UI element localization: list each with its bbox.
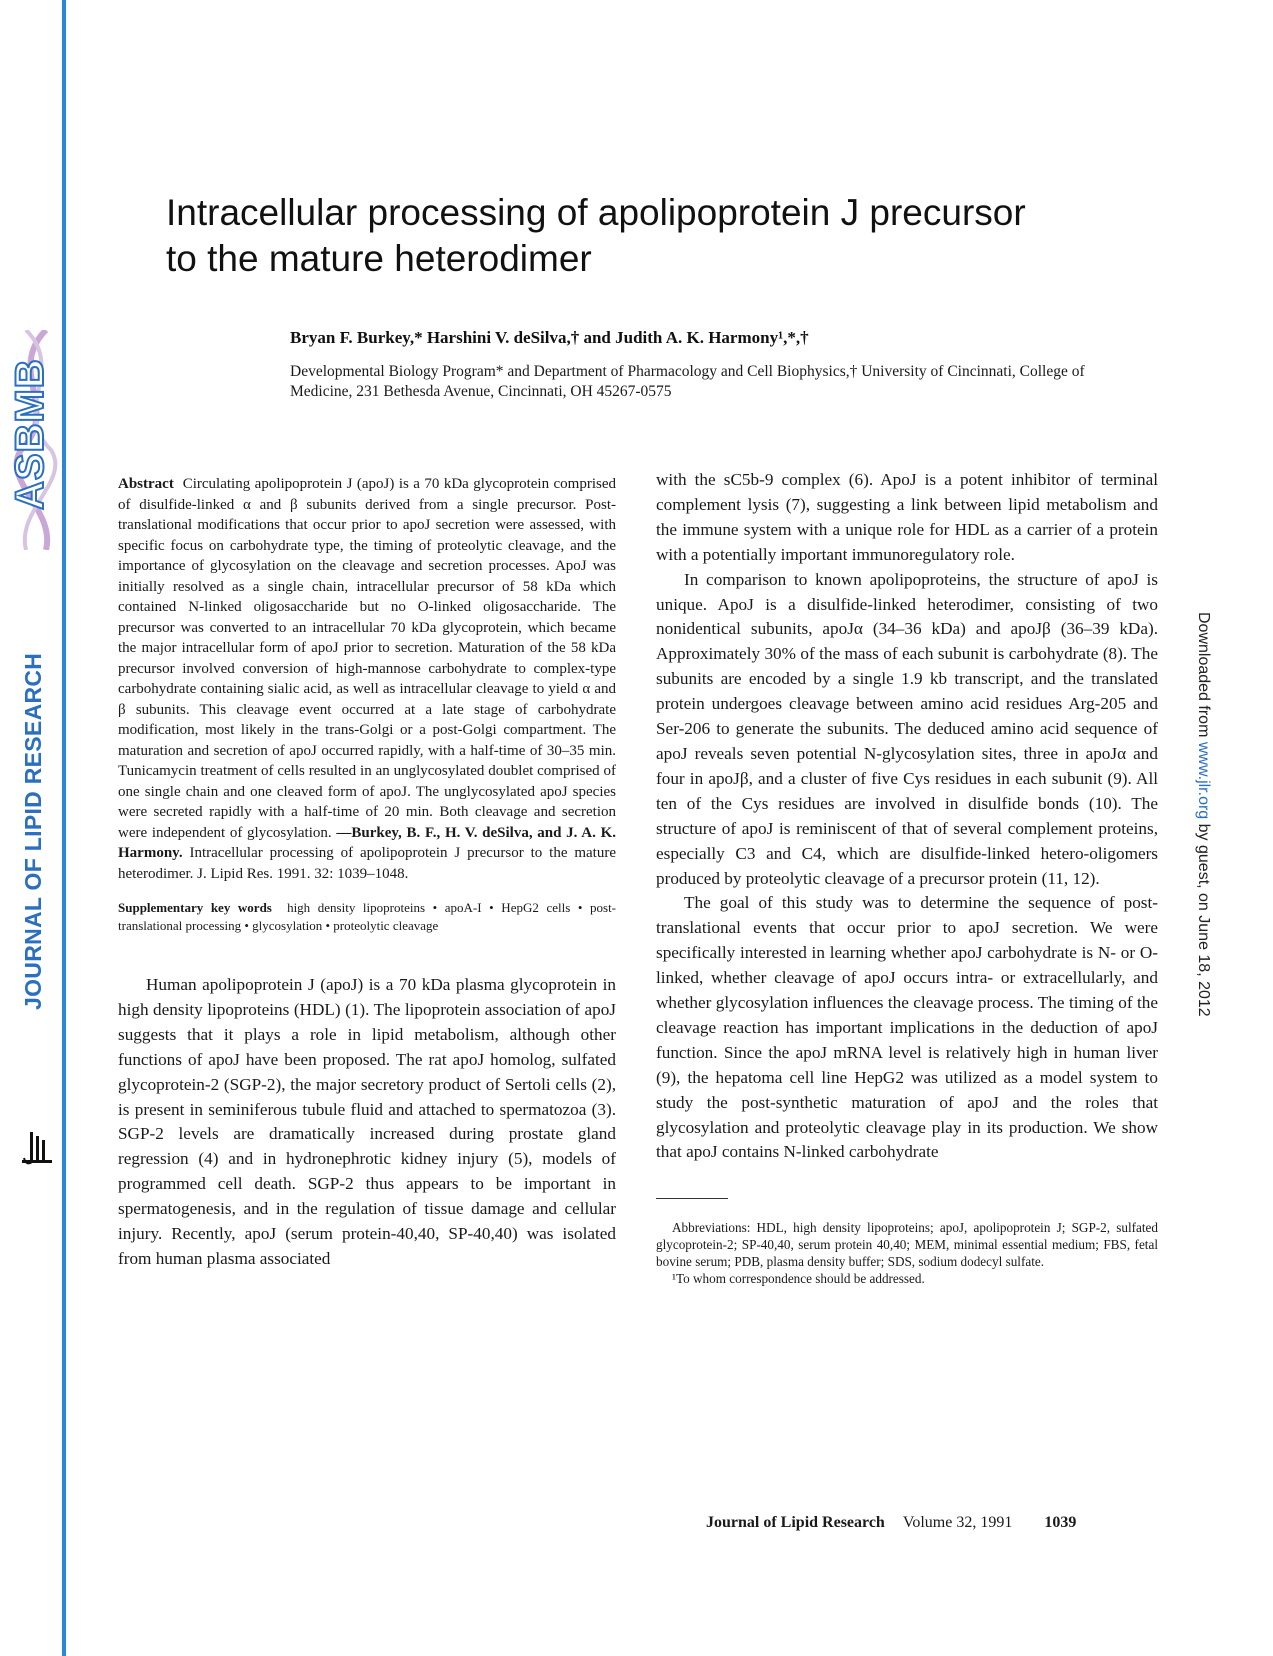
page-footer: [706, 1514, 1076, 1532]
abstract: [118, 474, 616, 884]
article-authors: Bryan F. Burkey,* Harshini V. deSilva,† and Judith A. K. Harmony¹,*,†: [290, 328, 809, 347]
jlr-website-link[interactable]: www.jlr.org: [1195, 741, 1212, 820]
footnote-rule: [656, 1198, 728, 1199]
asbmb-logo: ASBMB: [8, 358, 52, 510]
abstract-text: Circulating apolipoprotein J (apoJ) is a 70 kDa glycoprotein comprised of disulfide-linked α and β subunits derived from a single precursor. Post-translational modifications that occur prior to apoJ secretion were assessed, with specific focus on carbohydrate type, the timing of proteolytic cleavage, and the importance of glycosylation on the cleavage and secretion processes. ApoJ was initially resolved as a single chain, intracellular precursor of 58 kDa which contained N-linked oligosaccharide but no O-linked oligosaccharide. The precursor was converted to an intracellular 70 kDa glycoprotein, which became the major intracellular form of apoJ prior to secretion. Maturation of the 58 kDa precursor involved conversion of high-mannose carbohydrate to complex-type carbohydrate containing sialic acid, as well as intracellular cleavage to yield α and β subunits. This cleavage event occurred at a late stage of carbohydrate modification, most likely in the trans-Golgi or a post-Golgi compartment. The maturation and secretion of apoJ occurred rapidly, with a half-time of 30–35 min. Tunicamycin treatment of cells resulted in an unglycosylated doublet comprised of one single chain and one cleaved form of apoJ. The unglycosylated apoJ species were secreted rapidly with a half-time of 20 min. Both cleavage and secretion were independent of glycosylation.: [118, 476, 616, 841]
footer-volume: Volume 32, 1991: [902, 1514, 1013, 1531]
download-note: [1194, 612, 1212, 1017]
abstract-label: Abstract: [118, 476, 174, 492]
jlr-logo-icon: [16, 1130, 56, 1166]
article-title: Intracellular processing of apolipoprotein J precursor to the mature heterodimer: [166, 192, 1026, 279]
keywords: [118, 899, 616, 935]
footnote-correspondence: ¹To whom correspondence should be addressed.: [672, 1271, 925, 1287]
keywords-label: Supplementary key words: [118, 900, 272, 915]
footer-page-number: 1039: [1044, 1514, 1077, 1531]
footnote-abbreviations: Abbreviations: HDL, high density lipoproteins; apoJ, apolipoprotein J; SGP-2, sulfated glycoprotein-2; SP-40,40, serum protein 40,40; MEM, minimal essential medium; FBS, fetal bovine serum; PDB, plasma density buffer; SDS, sodium dodecyl sulfate.: [656, 1220, 1158, 1270]
article-affiliation: Developmental Biology Program* and Department of Pharmacology and Cell Biophysics,† University of Cincinnati, College of Medicine, 231 Bethesda Avenue, Cincinnati, OH 45267-0575: [290, 363, 1085, 400]
journal-name-vertical: JOURNAL OF LIPID RESEARCH: [20, 652, 46, 1010]
download-prefix: Downloaded from: [1195, 612, 1212, 742]
download-suffix: by guest, on June 18, 2012: [1195, 819, 1212, 1017]
body-paragraph-intro: Human apolipoprotein J (apoJ) is a 70 kDa plasma glycoprotein in high density lipoproteins (HDL) (1). The lipoprotein association of apoJ suggests that it plays a role in lipid metabolism, although other functions of apoJ have been proposed. The rat apoJ homolog, sulfated glycoprotein-2 (SGP-2), the major secretory product of Sertoli cells (2), is present in seminiferous tubule fluid and attached to spermatozoa (3). SGP-2 levels are dramatically increased during prostate gland regression (4) and in hydronephrotic kidney injury (5), models of programmed cell death. SGP-2 thus appears to be important in spermatogenesis, and in the regulation of tissue damage and cellular injury. Recently, apoJ (serum protein-40,40, SP-40,40) was isolated from human plasma associated: [118, 975, 616, 1268]
keywords-text: high density lipoproteins • apoA-I • HepG2 cells • post-translational processing • glycosylation • proteolytic cleavage: [118, 900, 617, 933]
left-column: [118, 474, 616, 1272]
body-paragraph-continued: with the sC5b-9 complex (6). ApoJ is a potent inhibitor of terminal complement lysis (7), suggesting a link between lipid metabolism and the immune system with a unique role for HDL as a carrier of a protein with a potentially important immunoregulatory role.: [656, 470, 1158, 564]
left-margin-rule: [62, 0, 66, 1656]
footer-journal: Journal of Lipid Research: [706, 1514, 885, 1531]
abstract-citation-text: Intracellular processing of apolipoprotein J precursor to the mature heterodimer. J. Lipid Res. 1991. 32: 1039–1048.: [118, 845, 616, 882]
abstract-citation-authors: —Burkey, B. F., H. V. deSilva, and J. A. K. Harmony.: [118, 824, 616, 861]
body-paragraph-goal: The goal of this study was to determine the sequence of post-translational events that occur prior to apoJ secretion. We were specifically interested in learning whether apoJ carbohydrate is N- or O-linked, whether cleavage of apoJ occurs intra- or extracellularly, and whether glycosylation influences the cleavage process. The timing of the cleavage reaction has important implications in the deduction of apoJ function. Since the apoJ mRNA level is relatively high in human liver (9), the hepatoma cell line HepG2 was utilized as a model system to study the post-synthetic maturation of apoJ and the roles that glycosylation and proteolytic cleavage play in its production. We show that apoJ contains N-linked carbohydrate: [656, 893, 1158, 1162]
right-column: [656, 468, 1158, 1287]
body-paragraph-structure: In comparison to known apolipoproteins, the structure of apoJ is unique. ApoJ is a disulfide-linked heterodimer, consisting of two nonidentical subunits, apoJα (34–36 kDa) and apoJβ (36–39 kDa). Approximately 30% of the mass of each subunit is carbohydrate (8). The subunits are encoded by a single 1.9 kb transcript, and the translated protein undergoes cleavage between amino acid residues Arg-205 and Ser-206 to generate the subunits. The deduced amino acid sequence of apoJ reveals seven potential N-glycosylation sites, three in apoJα and four in apoJβ, and a cluster of five Cys residues in each subunit (9). All ten of the Cys residues are involved in disulfide bonds (10). The structure of apoJ is reminiscent of that of several complement proteins, especially C3 and C4, which are disulfide-linked hetero-oligomers produced by proteolytic cleavage of a precursor protein (11, 12).: [656, 569, 1158, 888]
